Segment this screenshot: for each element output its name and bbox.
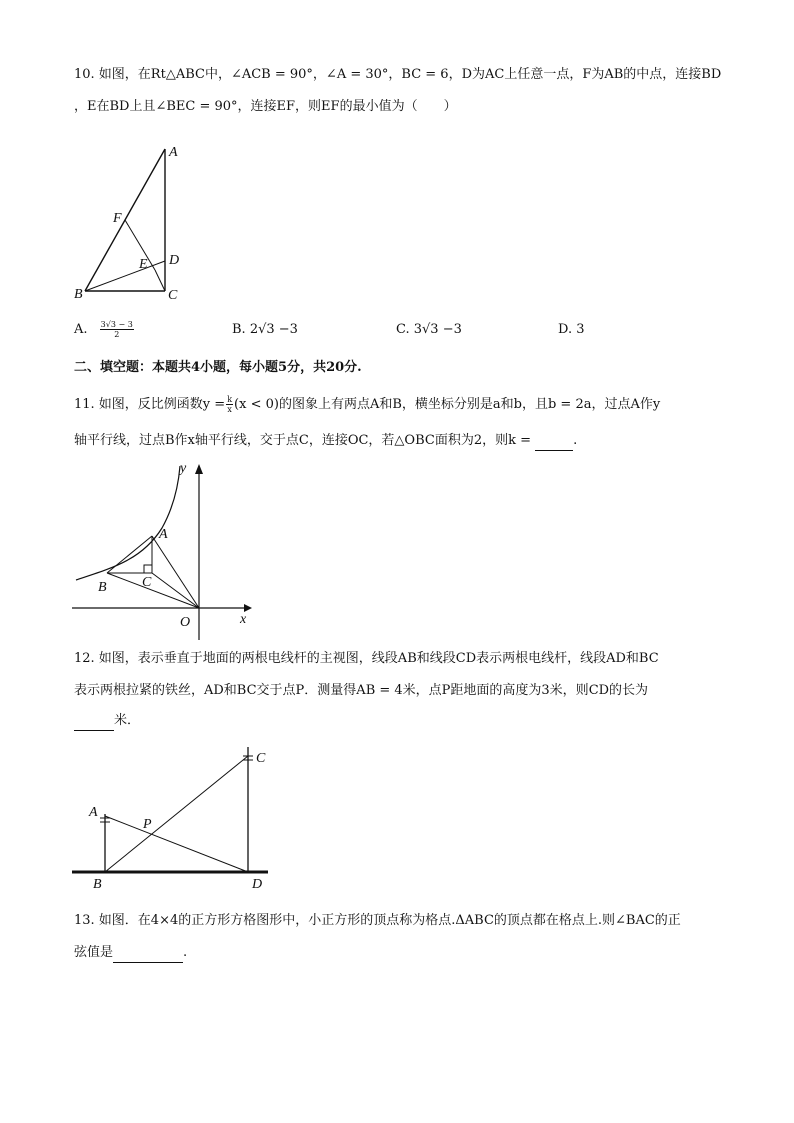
q12-label-A: A — [89, 805, 98, 820]
section-2-title: 二、填空题：本题共4小题，每小题5分，共20分. — [74, 360, 362, 375]
q12-label-C: C — [256, 751, 266, 766]
q12-label-D: D — [252, 877, 263, 892]
q11-label-y: y — [180, 461, 187, 476]
q12-poles-figure — [72, 742, 282, 892]
q11-line-1: 11. 如图，反比例函数y = $\frac{k}{x}$ (x < 0)的图象上有两点A和B，横坐标分别是a和b，且b = 2a，过点A作y — [74, 395, 661, 414]
q12-line-1: 12. 如图，表示垂直于地面的两根电线杆的主视图，线段AB和线段CD表示两根电线杆，线段AD和BC — [74, 651, 659, 666]
q12-label-P: P — [143, 817, 152, 832]
q11-label-A: A — [159, 527, 168, 542]
q10-option-b: B. 2√3 −3 — [232, 322, 298, 337]
q10-label-D: D — [169, 253, 180, 268]
q13-line-1: 13. 如图．在4×4的正方形方格图形中，小正方形的顶点称为格点.ΔABC的顶点都在格点上.则∠BAC的正 — [74, 913, 681, 928]
q10-triangle-figure — [72, 140, 212, 310]
q11-label-O: O — [180, 615, 191, 630]
q12-answer-blank[interactable] — [74, 712, 114, 731]
q10-option-c: C. 3√3 −3 — [396, 322, 462, 337]
q10-label-B: B — [74, 287, 83, 302]
q10-label-E: E — [139, 257, 148, 272]
q10-option-a: A. $\frac{3√3 - 3}{2}$ — [74, 320, 133, 339]
q10-line-2: ，E在BD上且∠BEC = 90°，连接EF，则EF的最小值为（ ） — [74, 99, 457, 114]
q13-answer-blank[interactable] — [113, 944, 183, 963]
q12-line-3: 米． — [74, 712, 140, 731]
q11-line-2: 轴平行线，过点B作x轴平行线，交于点C，连接OC，若△OBC面积为2，则k = . — [74, 432, 577, 451]
q11-label-C: C — [142, 575, 152, 590]
q10-label-C: C — [168, 288, 178, 303]
q11-label-B: B — [98, 580, 107, 595]
q10-option-d: D. 3 — [558, 322, 585, 337]
q12-label-B: B — [93, 877, 102, 892]
q11-answer-blank[interactable] — [535, 432, 573, 451]
q12-line-2: 表示两根拉紧的铁丝，AD和BC交于点P．测量得AB = 4米，点P距地面的高度为3米，则CD的长为 — [74, 683, 649, 698]
q11-label-x: x — [240, 612, 247, 627]
q10-label-A: A — [169, 145, 178, 160]
q13-line-2: 弦值是 . — [74, 944, 187, 963]
q10-line-1: 10. 如图，在Rt△ABC中，∠ACB = 90°，∠A = 30°，BC = 6，D为AC上任意一点，F为AB的中点，连接BD — [74, 67, 722, 82]
q11-hyperbola-figure — [72, 460, 272, 640]
q10-label-F: F — [113, 211, 122, 226]
